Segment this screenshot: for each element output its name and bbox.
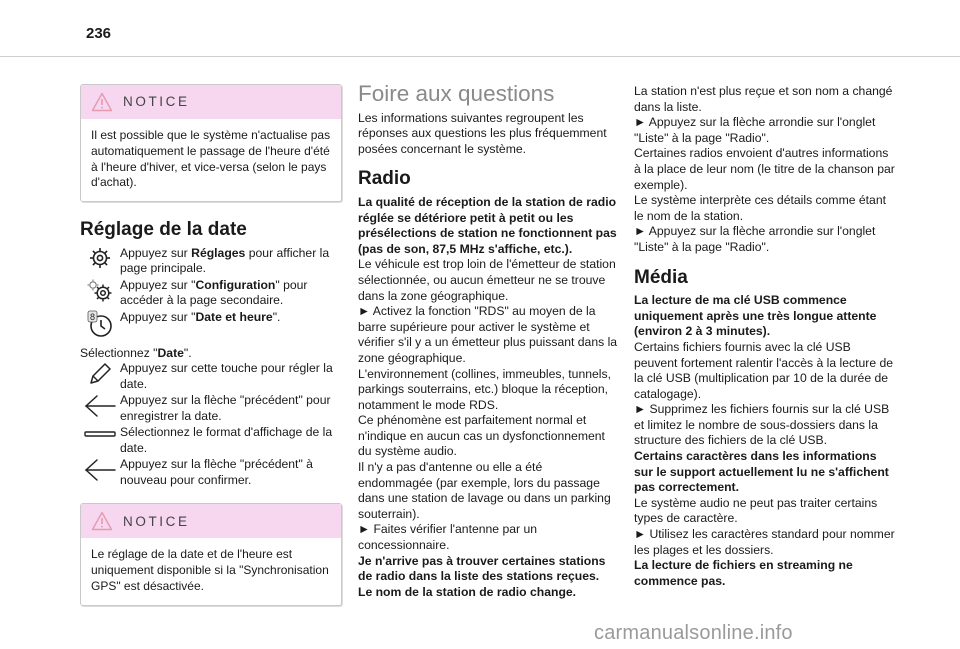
faq-action: ► Appuyez sur la flèche arrondie sur l'onglet "Liste" à la page "Radio".	[634, 224, 876, 254]
right-column	[634, 84, 896, 589]
notice-text: Il est possible que le système n'actualise pas automatiquement le passage de l'heure d'été à l'heure d'hiver, et vice-versa (selon le pays d'achat).	[91, 128, 331, 190]
faq-intro: Les informations suivantes regroupent les réponses aux questions les plus fréquemment posées concernant le système.	[358, 110, 607, 156]
back-arrow-icon	[80, 457, 120, 489]
step-text: Sélectionnez le format d'affichage de la date.	[120, 425, 333, 455]
notice-header	[81, 85, 341, 119]
notice-header	[81, 504, 341, 538]
step-text: Appuyez sur cette touche pour régler la date.	[120, 361, 333, 391]
faq-answer: Le véhicule est trop loin de l'émetteur de station sélectionnée, ou aucun émetteur ne se trouve dans la zone géographique.	[358, 257, 616, 303]
media-heading: Média	[634, 266, 688, 288]
faq-question: La lecture de ma clé USB commence uniquement après une très longue attente (environ 2 à 3 minutes).	[634, 293, 877, 339]
faq-answer: L'environnement (collines, immeubles, tunnels, parkings souterrains, etc.) bloque la réception, notamment le mode RDS.	[358, 366, 611, 412]
gear-icon	[80, 246, 120, 278]
page-number: 236	[86, 25, 112, 42]
step-text: Appuyez sur la flèche "précédent" pour enregistrer la date.	[120, 393, 331, 423]
pencil-icon	[80, 361, 120, 393]
select-date-text: Sélectionnez "Date".	[80, 345, 192, 360]
step-date-time	[80, 310, 342, 342]
step-confirm-date	[80, 457, 342, 489]
faq-action: ► Appuyez sur la flèche arrondie sur l'onglet "Liste" à la page "Radio".	[634, 115, 876, 145]
step-settings	[80, 246, 342, 278]
watermark: carmanualsonline.info	[594, 622, 793, 644]
faq-answer: Certaines radios envoient d'autres informations à la place de leur nom (le titre de la chanson par exemple).	[634, 146, 895, 192]
back-arrow-icon	[80, 393, 120, 425]
step-text: Appuyez sur "Date et heure".	[120, 309, 281, 324]
step-date-format	[80, 425, 342, 457]
faq-action: ► Utilisez les caractères standard pour nommer les plages et les dossiers.	[634, 527, 895, 557]
section-heading: Réglage de la date	[80, 219, 247, 241]
faq-answer: Certains fichiers fournis avec la clé USB peuvent fortement ralentir l'accès à la lecture de la clé USB (multiplication par 10 de la durée de catalogage).	[634, 339, 894, 401]
middle-column	[358, 81, 620, 600]
faq-answer: Il n'y a pas d'antenne ou elle a été endommagée (par exemple, lors du passage dans une station de lavage ou dans un parking souterrain).	[358, 460, 611, 521]
faq-question: Je n'arrive pas à trouver certaines stations de radio dans la liste des stations reçues.	[358, 553, 606, 584]
faq-question: Le nom de la station de radio change.	[358, 584, 577, 599]
faq-question: La qualité de réception de la station de radio réglée se détériore petit à petit ou les présélections de station ne fonctionnent pas (pas de son, 87,5 MHz s'affiche, etc.).	[358, 194, 617, 256]
faq-action: ► Supprimez les fichiers fournis sur la clé USB et limitez le nombre de sous-dossiers dans la structure des fichiers de la clé USB.	[634, 402, 890, 448]
faq-action: ► Activez la fonction "RDS" au moyen de la barre supérieure pour activer le système et vérifier s'il y a un émetteur plus puissant dans la zone géographique.	[358, 304, 618, 365]
faq-answer: Le système interprète ces détails comme étant le nom de la station.	[634, 193, 886, 223]
faq-question: La lecture de fichiers en streaming ne commence pas.	[634, 558, 853, 588]
step-configuration	[80, 278, 342, 310]
warning-triangle-icon	[91, 511, 113, 531]
faq-title: Foire aux questions	[358, 81, 555, 106]
radio-heading: Radio	[358, 168, 411, 190]
faq-action: ► Faites vérifier l'antenne par un concessionnaire.	[358, 522, 538, 553]
step-edit-date	[80, 361, 342, 393]
notice-title: NOTICE	[123, 94, 190, 110]
header-divider	[0, 56, 960, 57]
step-text: Appuyez sur la flèche "précédent" à nouveau pour confirmer.	[120, 457, 313, 487]
step-text: Appuyez sur "Configuration" pour accéder à la page secondaire.	[120, 277, 308, 308]
gear-settings-icon	[80, 278, 120, 310]
warning-triangle-icon	[91, 92, 113, 112]
faq-question: Certains caractères dans les informations sur le support actuellement lu ne s'affichent pas correctement.	[634, 449, 889, 495]
notice-text: Le réglage de la date et de l'heure est uniquement disponible si la "Synchronisation GPS" est désactivée.	[91, 547, 329, 593]
step-save-date	[80, 393, 342, 425]
format-bar-icon	[80, 425, 120, 457]
clock-icon	[80, 310, 120, 342]
faq-answer: Ce phénomène est parfaitement normal et n'indique en aucun cas un dysfonctionnement du système audio.	[358, 413, 605, 459]
notice-box	[80, 503, 342, 605]
notice-title: NOTICE	[123, 513, 190, 529]
faq-answer: La station n'est plus reçue et son nom a changé dans la liste.	[634, 84, 893, 114]
left-column	[80, 84, 342, 606]
faq-answer: Le système audio ne peut pas traiter certains types de caractère.	[634, 495, 878, 526]
step-text: Appuyez sur Réglages pour afficher la page principale.	[120, 245, 330, 276]
svg-text:8: 8	[89, 311, 96, 322]
notice-box	[80, 84, 342, 202]
